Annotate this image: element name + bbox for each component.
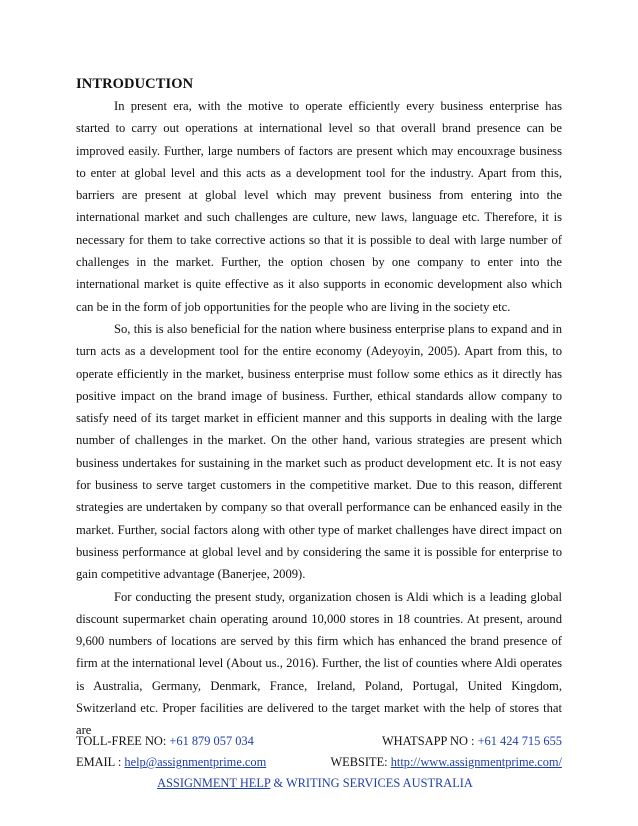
email-link[interactable]: help@assignmentprime.com bbox=[124, 755, 267, 769]
website-label: WEBSITE: bbox=[330, 755, 391, 769]
whatsapp-label: WHATSAPP NO : bbox=[381, 734, 478, 748]
page-footer bbox=[76, 731, 562, 794]
website-link[interactable]: http://www.assignmentprime.com/ bbox=[390, 755, 562, 769]
assignment-help-link[interactable]: ASSIGNMENT HELP bbox=[157, 776, 271, 790]
paragraph-1: In present era, with the motive to operate efficiently every business enterprise has started to carry out operations at international level so that overall brand presence can be improved easily. Further, large numbers of factors are present which may encouxrage business to enter at global level and this acts as a development tool for the industry. Apart from this, barriers are present at global level which may prevent business from entering into the international market and such challenges are culture, new laws, language etc. Therefore, it is necessary for them to take corrective actions so that it is possible to deal with large number of challenges in the market. Further, the option chosen by one company to enter into the international market is quite effective as it also supports in economic development also which can be in the form of job opportunities for the people who are living in the society etc. bbox=[76, 99, 562, 314]
tollfree-label: TOLL-FREE NO: bbox=[76, 734, 170, 748]
footer-contact-row bbox=[76, 752, 562, 773]
paragraph-3: For conducting the present study, organization chosen is Aldi which is a leading global discount supermarket chain operating around 10,000 stores in 18 countries. At present, around 9,600 numbers of locations are served by this firm which has enhanced the brand presence of firm at the international level (About us., 2016). Further, the list of counties where Aldi operates is Australia, Germany, Denmark, France, Ireland, Poland, Portugal, United Kingdom, Switzerland etc. Proper facilities are delivered to the target market with the help of stores that are bbox=[76, 589, 562, 738]
document-body bbox=[76, 74, 562, 742]
footer-tagline bbox=[76, 773, 562, 794]
paragraph-2: So, this is also beneficial for the nation where business enterprise plans to expand and in turn acts as a development tool for the entire economy (Adeyoyin, 2005). Apart from this, to operate efficiently in the market, business enterprise must follow some ethics as it directly has positive impact on the brand image of business. Further, ethical standards allow company to satisfy need of its target market in efficient manner and this supports in dealing with the large number of challenges in the market. On the other hand, various strategies are present which business undertakes for sustaining in the market such as product development etc. It is not easy for business to serve target customers in the competitive market. Due to this reason, different strategies are undertaken by company so that overall performance can be enhanced easily in the market. Further, social factors along with other type of market challenges have direct impact on business performance at global level and by considering the same it is possible for enterprise to gain competitive advantage (Banerjee, 2009). bbox=[76, 321, 562, 582]
tollfree-number: +61 879 057 034 bbox=[169, 734, 254, 748]
footer-phone-row bbox=[76, 731, 562, 752]
whatsapp-group bbox=[382, 731, 562, 752]
tagline-text: & WRITING SERVICES AUSTRALIA bbox=[270, 776, 473, 790]
website-group bbox=[330, 752, 562, 773]
whatsapp-number: +61 424 715 655 bbox=[477, 734, 562, 748]
email-label: EMAIL : bbox=[76, 755, 125, 769]
tollfree-group bbox=[76, 731, 336, 752]
email-group bbox=[76, 752, 266, 773]
section-heading: INTRODUCTION bbox=[76, 76, 194, 92]
